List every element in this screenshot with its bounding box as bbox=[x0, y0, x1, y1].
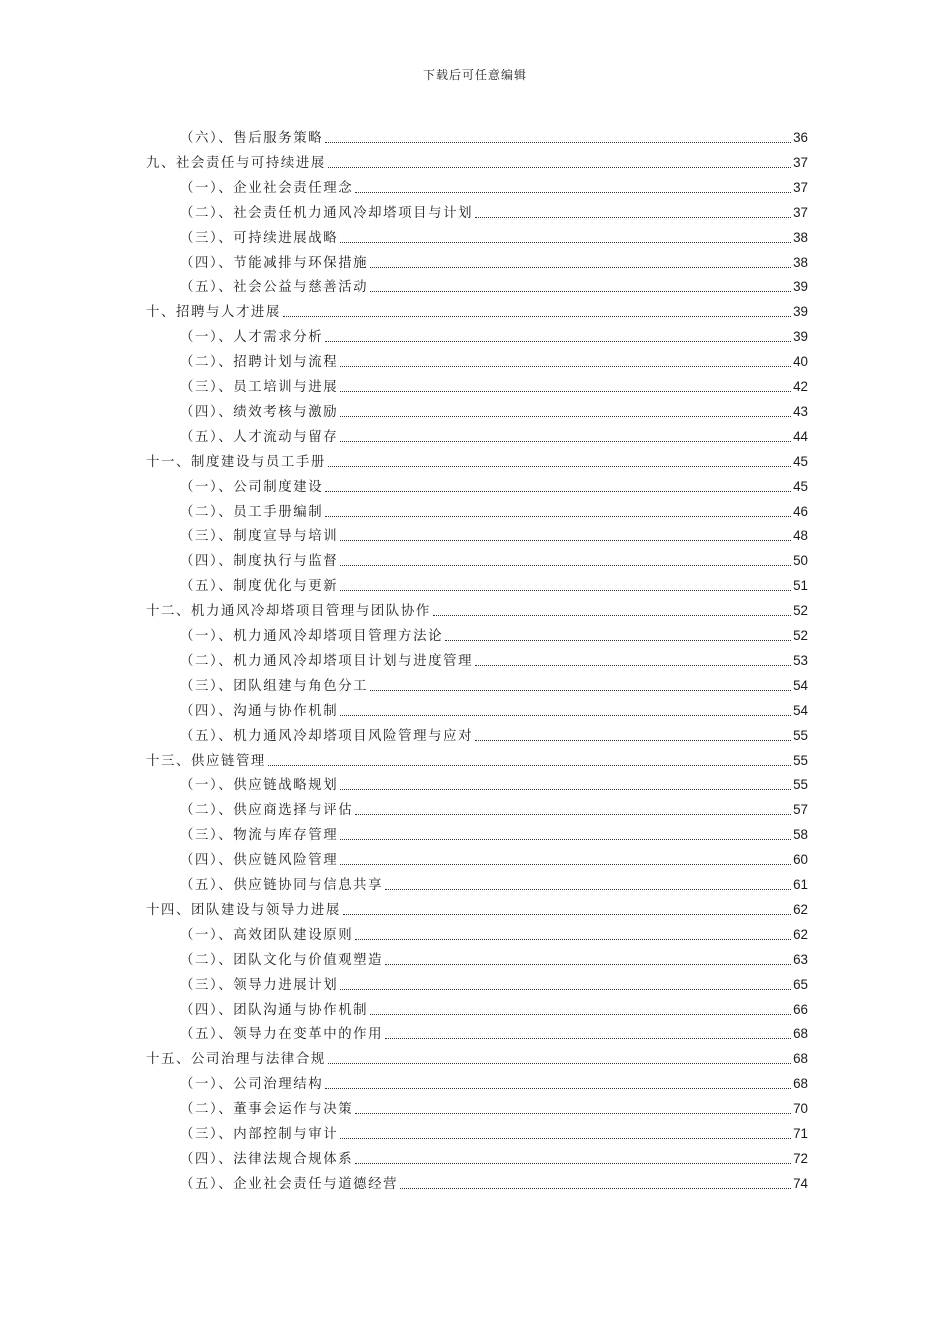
toc-page-number: 58 bbox=[793, 827, 808, 843]
toc-page-number: 55 bbox=[793, 727, 808, 743]
toc-page-number: 38 bbox=[793, 229, 808, 245]
toc-page-number: 68 bbox=[793, 1026, 808, 1042]
toc-entry[interactable] bbox=[180, 1173, 808, 1195]
toc-dot-leader bbox=[340, 1138, 791, 1139]
toc-dot-leader bbox=[400, 1188, 791, 1189]
toc-page-number: 46 bbox=[793, 503, 808, 519]
toc-dot-leader bbox=[355, 1163, 791, 1164]
toc-entry-title: （三）、员工培训与进展 bbox=[180, 380, 339, 395]
toc-page-number: 48 bbox=[793, 528, 808, 544]
toc-page-number: 55 bbox=[793, 777, 808, 793]
toc-entry-title: （一）、公司制度建设 bbox=[180, 479, 324, 495]
toc-page-number: 44 bbox=[793, 428, 808, 444]
toc-entry-title: （五）、社会公益与慈善活动 bbox=[180, 280, 369, 296]
toc-entry[interactable] bbox=[180, 550, 808, 572]
toc-dot-leader bbox=[340, 989, 791, 990]
toc-entry[interactable] bbox=[180, 675, 808, 697]
toc-entry-title: （三）、物流与库存管理 bbox=[180, 828, 339, 844]
toc-entry[interactable] bbox=[180, 874, 808, 896]
toc-page-number: 71 bbox=[793, 1126, 808, 1141]
toc-page-number: 38 bbox=[793, 254, 808, 270]
toc-entry-title: （一）、供应链战略规划 bbox=[180, 778, 339, 794]
toc-dot-leader bbox=[433, 615, 791, 616]
toc-page-number: 54 bbox=[793, 677, 808, 693]
toc-entry[interactable] bbox=[180, 252, 808, 274]
toc-entry-title: （四）、节能减排与环保措施 bbox=[180, 255, 369, 271]
toc-page-number: 72 bbox=[793, 1150, 808, 1166]
toc-page-number: 63 bbox=[793, 951, 808, 967]
toc-page-number: 37 bbox=[793, 154, 808, 170]
toc-dot-leader bbox=[340, 366, 791, 367]
toc-entry-title: 十三、供应链管理 bbox=[146, 753, 266, 769]
toc-dot-leader bbox=[328, 1063, 791, 1064]
toc-page-number: 74 bbox=[793, 1175, 808, 1191]
toc-dot-leader bbox=[445, 640, 791, 641]
toc-dot-leader bbox=[355, 1113, 791, 1114]
toc-page-number: 61 bbox=[793, 877, 808, 892]
toc-dot-leader bbox=[283, 316, 791, 317]
toc-entry[interactable] bbox=[180, 525, 808, 547]
toc-entry-title: （四）、供应链风险管理 bbox=[180, 853, 339, 869]
toc-dot-leader bbox=[325, 341, 791, 342]
toc-dot-leader bbox=[475, 665, 791, 666]
toc-entry[interactable] bbox=[180, 202, 808, 224]
toc-page-number: 45 bbox=[793, 478, 808, 494]
toc-dot-leader bbox=[340, 242, 791, 243]
toc-entry-title: （三）、可持续进展战略 bbox=[180, 230, 339, 246]
toc-page-number: 37 bbox=[793, 179, 808, 195]
toc-dot-leader bbox=[340, 715, 791, 716]
toc-entry-title: （四）、法律法规合规体系 bbox=[180, 1151, 354, 1167]
toc-entry-title: （五）、供应链协同与信息共享 bbox=[180, 878, 384, 893]
toc-entry[interactable] bbox=[146, 750, 808, 772]
toc-dot-leader bbox=[355, 192, 791, 193]
toc-entry-title: 九、社会责任与可持续进展 bbox=[146, 155, 326, 171]
toc-dot-leader bbox=[340, 839, 791, 840]
toc-dot-leader bbox=[325, 142, 791, 143]
toc-entry[interactable] bbox=[180, 401, 808, 423]
toc-dot-leader bbox=[370, 291, 791, 292]
toc-dot-leader bbox=[340, 864, 791, 865]
toc-entry[interactable] bbox=[180, 127, 808, 149]
toc-entry[interactable] bbox=[146, 451, 808, 473]
toc-entry[interactable] bbox=[180, 501, 808, 523]
toc-page-number: 43 bbox=[793, 403, 808, 419]
toc-entry-title: （二）、机力通风冷却塔项目计划与进度管理 bbox=[180, 653, 474, 669]
toc-entry-title: （四）、绩效考核与激励 bbox=[180, 404, 339, 420]
toc-entry-title: （三）、制度宣导与培训 bbox=[180, 529, 339, 545]
toc-entry[interactable] bbox=[180, 949, 808, 971]
toc-entry-title: （二）、董事会运作与决策 bbox=[180, 1102, 354, 1118]
toc-dot-leader bbox=[370, 267, 791, 268]
toc-entry-title: （五）、人才流动与留存 bbox=[180, 429, 339, 445]
toc-dot-leader bbox=[385, 889, 791, 890]
toc-entry[interactable] bbox=[146, 152, 808, 174]
toc-page-number: 52 bbox=[793, 603, 808, 619]
toc-entry-title: （三）、内部控制与审计 bbox=[180, 1127, 339, 1142]
toc-entry[interactable] bbox=[180, 476, 808, 498]
toc-dot-leader bbox=[340, 441, 791, 442]
toc-page-number: 62 bbox=[793, 901, 808, 917]
toc-dot-leader bbox=[370, 690, 791, 691]
toc-page-number: 68 bbox=[793, 1076, 808, 1092]
toc-dot-leader bbox=[325, 491, 791, 492]
toc-entry[interactable] bbox=[180, 625, 808, 647]
toc-entry-title: （一）、高效团队建设原则 bbox=[180, 927, 354, 943]
toc-entry-title: （四）、制度执行与监督 bbox=[180, 554, 339, 570]
toc-dot-leader bbox=[340, 590, 791, 591]
toc-page-number: 45 bbox=[793, 453, 808, 469]
toc-entry[interactable] bbox=[180, 1073, 808, 1095]
toc-entry[interactable] bbox=[180, 276, 808, 298]
toc-entry-title: 十五、公司治理与法律合规 bbox=[146, 1052, 326, 1068]
toc-entry[interactable] bbox=[180, 426, 808, 448]
toc-page-number: 39 bbox=[793, 304, 808, 320]
toc-entry-title: （六）、售后服务策略 bbox=[180, 131, 324, 146]
toc-dot-leader bbox=[475, 740, 791, 741]
toc-page-number: 36 bbox=[793, 130, 808, 145]
toc-dot-leader bbox=[475, 217, 791, 218]
toc-entry[interactable] bbox=[180, 575, 808, 597]
toc-page-number: 37 bbox=[793, 204, 808, 220]
toc-page-number: 42 bbox=[793, 379, 808, 394]
toc-dot-leader bbox=[385, 964, 791, 965]
toc-entry-title: （一）、公司治理结构 bbox=[180, 1077, 324, 1093]
toc-dot-leader bbox=[325, 516, 791, 517]
toc-entry-title: （五）、机力通风冷却塔项目风险管理与应对 bbox=[180, 728, 474, 744]
toc-entry-title: （五）、企业社会责任与道德经营 bbox=[180, 1176, 399, 1192]
toc-entry[interactable] bbox=[180, 326, 808, 348]
toc-entry[interactable] bbox=[180, 999, 808, 1021]
toc-page-number: 65 bbox=[793, 976, 808, 992]
toc-page-number: 60 bbox=[793, 852, 808, 868]
toc-dot-leader bbox=[340, 391, 791, 392]
toc-dot-leader bbox=[325, 1088, 791, 1089]
toc-dot-leader bbox=[340, 416, 791, 417]
toc-entry[interactable] bbox=[180, 974, 808, 996]
toc-entry-title: （四）、沟通与协作机制 bbox=[180, 703, 339, 719]
toc-dot-leader bbox=[355, 814, 791, 815]
toc-dot-leader bbox=[370, 1014, 791, 1015]
toc-page-number: 39 bbox=[793, 279, 808, 295]
toc-entry-title: （一）、人才需求分析 bbox=[180, 330, 324, 346]
toc-entry[interactable] bbox=[146, 301, 808, 323]
toc-entry-title: （一）、机力通风冷却塔项目管理方法论 bbox=[180, 629, 444, 644]
toc-entry[interactable] bbox=[180, 650, 808, 672]
toc-entry-title: （二）、招聘计划与流程 bbox=[180, 355, 339, 371]
toc-entry[interactable] bbox=[180, 700, 808, 722]
toc-entry[interactable] bbox=[146, 1048, 808, 1070]
toc-entry[interactable] bbox=[180, 1123, 808, 1145]
toc-page-number: 70 bbox=[793, 1101, 808, 1117]
toc-page-number: 57 bbox=[793, 802, 808, 818]
toc-entry-title: （三）、领导力进展计划 bbox=[180, 977, 339, 993]
toc-entry[interactable] bbox=[180, 227, 808, 249]
toc-dot-leader bbox=[328, 466, 791, 467]
toc-entry-title: 十、招聘与人才进展 bbox=[146, 305, 281, 321]
toc-page-number: 50 bbox=[793, 553, 808, 569]
page-header: 下载后可任意编辑 bbox=[422, 68, 527, 82]
toc-entry[interactable] bbox=[180, 774, 808, 796]
toc-entry-title: （二）、供应商选择与评估 bbox=[180, 803, 354, 819]
toc-entry-title: （五）、制度优化与更新 bbox=[180, 579, 339, 595]
toc-entry[interactable] bbox=[180, 849, 808, 871]
toc-entry-title: （一）、企业社会责任理念 bbox=[180, 180, 354, 196]
toc-page-number: 40 bbox=[793, 354, 808, 370]
toc-page-number: 51 bbox=[793, 578, 808, 594]
toc-dot-leader bbox=[355, 939, 791, 940]
toc-entry-title: （五）、领导力在变革中的作用 bbox=[180, 1027, 384, 1043]
toc-entry[interactable] bbox=[146, 899, 808, 921]
toc-entry[interactable] bbox=[180, 1023, 808, 1045]
toc-entry-title: 十四、团队建设与领导力进展 bbox=[146, 902, 341, 918]
toc-page-number: 62 bbox=[793, 926, 808, 942]
toc-entry[interactable] bbox=[180, 1148, 808, 1170]
toc-dot-leader bbox=[343, 914, 791, 915]
toc-page-number: 53 bbox=[793, 652, 808, 668]
toc-page-number: 55 bbox=[793, 752, 808, 768]
toc-entry[interactable] bbox=[180, 725, 808, 747]
toc-entry[interactable] bbox=[180, 351, 808, 373]
toc-entry[interactable] bbox=[180, 376, 808, 398]
toc-dot-leader bbox=[268, 765, 791, 766]
toc-dot-leader bbox=[340, 565, 791, 566]
toc-dot-leader bbox=[340, 789, 791, 790]
toc-entry[interactable] bbox=[180, 924, 808, 946]
toc-entry[interactable] bbox=[180, 799, 808, 821]
toc-page-number: 68 bbox=[793, 1051, 808, 1067]
toc-entry[interactable] bbox=[180, 1098, 808, 1120]
toc-page-number: 39 bbox=[793, 329, 808, 345]
toc-entry[interactable] bbox=[180, 824, 808, 846]
toc-dot-leader bbox=[340, 540, 791, 541]
toc-entry[interactable] bbox=[146, 600, 808, 622]
toc-entry-title: （四）、团队沟通与协作机制 bbox=[180, 1002, 369, 1018]
toc-dot-leader bbox=[385, 1038, 791, 1039]
toc-dot-leader bbox=[328, 167, 791, 168]
toc-page-number: 52 bbox=[793, 628, 808, 643]
toc-entry-title: （二）、社会责任机力通风冷却塔项目与计划 bbox=[180, 205, 474, 221]
toc-page-number: 54 bbox=[793, 702, 808, 718]
toc-entry-title: 十一、制度建设与员工手册 bbox=[146, 454, 326, 470]
toc-entry[interactable] bbox=[180, 177, 808, 199]
toc-entry-title: （二）、团队文化与价值观塑造 bbox=[180, 952, 384, 968]
toc-page-number: 66 bbox=[793, 1001, 808, 1017]
toc-entry-title: （二）、员工手册编制 bbox=[180, 504, 324, 520]
toc-entry-title: （三）、团队组建与角色分工 bbox=[180, 678, 369, 694]
toc-entry-title: 十二、机力通风冷却塔项目管理与团队协作 bbox=[146, 604, 431, 620]
